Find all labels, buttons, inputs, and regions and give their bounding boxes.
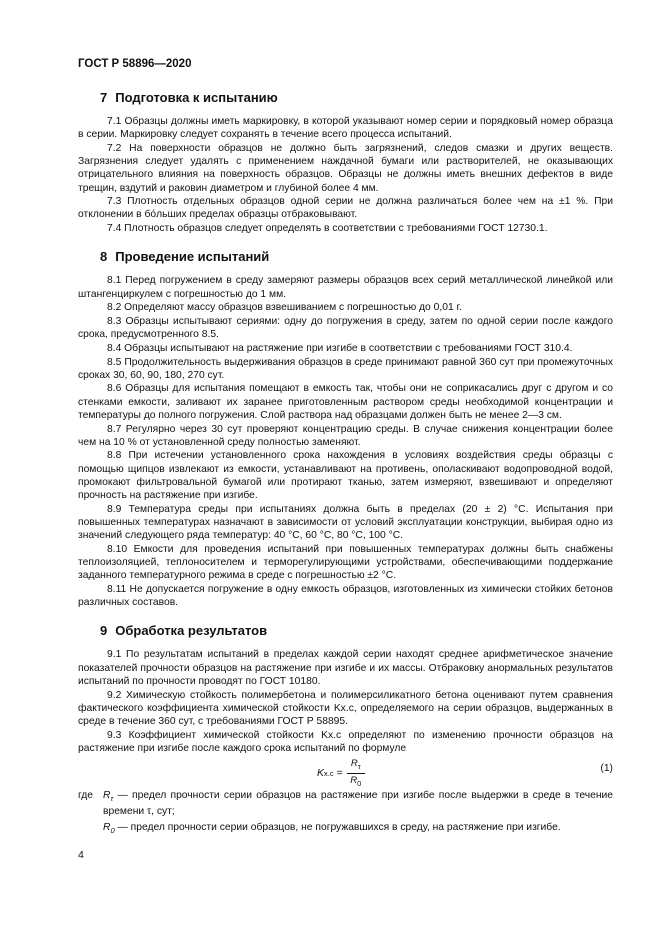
equation-number: (1) [600, 763, 613, 775]
section-7 [78, 90, 613, 235]
paragraph: 8.2 Определяют массу образцов взвешиванием с погрешностью до 0,01 г. [107, 302, 462, 314]
paragraph: 7.4 Плотность образцов следует определять в соответствии с требованиями ГОСТ 12730.1. [107, 223, 548, 235]
paragraph: 8.8 При истечении установленного срока нахождения в условиях воздействия среды образцы с помощью щипцов извлекают из емкости, устанавливают на противень, ополаскивают водопроводной водой, промокают фильтровальной бумагой или протирают тканью, затем измеряют, взвешивают и определяют прочность на растяжение при изгибе. [78, 450, 613, 502]
formula-fraction: $\frac{R_\tau}{R_0}$ [347, 758, 365, 789]
paragraph: 9.2 Химическую стойкость полимербетона и полимерсиликатного бетона оценивают путем сравнения фактического коэффициента химической стойкости Kх.с, определяемого на серии образцов, выдержанных в среде в течение 360 сут, с требованиями ГОСТ Р 58895. [78, 689, 613, 727]
paragraph: 7.3 Плотность отдельных образцов одной серии не должна различаться более чем на ±1 %. При отклонении в бо́льших пределах образцы отбраковывают. [78, 196, 613, 221]
section-heading: 9 Обработка результатов [100, 623, 268, 639]
formula: K х.с = $\frac{R_\tau}{R_0}$ [317, 758, 365, 789]
paragraph: 9.3 Коэффициент химической стойкости Kх.с определяют по изменению прочности образцов на растяжение при изгибе после каждого срока испытаний по формуле [78, 729, 613, 754]
paragraph: 8.6 Образцы для испытания помещают в емкость так, чтобы они не соприкасались друг с другом и со стенками емкости, заливают их заранее приготовленным раствором среды необходимой концентрации и температуры до полного погружения. Слой раствора над образцами должен быть не менее 2—3 см. [78, 383, 613, 421]
paragraph: 8.11 Не допускается погружение в одну емкость образцов, изготовленных из химически стойких бетонов различных составов. [78, 584, 613, 609]
paragraph: 8.1 Перед погружением в среду замеряют размеры образцов всех серий металлической линейкой или штангенциркулем с погрешностью до 1 мм. [78, 275, 613, 300]
definition: $R_0$ — предел прочности серии образцов, не погружавшихся в среду, на растяжение при изгибе. [103, 822, 561, 836]
paragraph: 8.10 Емкости для проведения испытаний при повышенных температурах должны быть снабжены теплоизоляцией, теплоносителем и терморегулирующими устройствами, обеспечивающими поддержание заданного температурного режима в среде с погрешностью ±2 °С. [78, 543, 613, 582]
where-label: где [78, 790, 94, 802]
paragraph: 8.7 Регулярно через 30 сут проверяют концентрацию среды. В случае снижения концентрации более чем на 10 % от установленной среду полностью заменяют. [78, 423, 613, 448]
page-number: 4 [78, 849, 84, 861]
paragraph: 8.3 Образцы испытывают сериями: одну до погружения в среду, затем по одной серии после каждого срока, предусмотренного 8.5. [78, 315, 613, 341]
section-heading: 7 Подготовка к испытанию [100, 90, 278, 105]
document-header: ГОСТ Р 58896—2020 [78, 58, 192, 70]
paragraph: 8.5 Продолжительность выдерживания образцов в среде принимают равной 360 сут при промежуточных сроках 30, 60, 90, 180, 270 сут. [78, 356, 613, 381]
formula-block [78, 756, 613, 789]
paragraph: 8.4 Образцы испытывают на растяжение при изгибе в соответствии с требованиями ГОСТ 310.4. [107, 342, 573, 354]
paragraph: 8.9 Температура среды при испытаниях должна быть в пределах (20 ± 2) °С. Испытания при повышенных температурах назначают в зависимости от условий эксплуатации конструкции, выбирая одно из значений следующего ряда температур: 40 °С, 60 °С, 80 °С, 100 °С. [78, 503, 613, 542]
symbol-definitions [78, 789, 613, 818]
section-9 [78, 623, 613, 837]
document-body [78, 90, 613, 852]
section-heading: 8 Проведение испытаний [100, 249, 270, 265]
paragraph: 7.1 Образцы должны иметь маркировку, в которой указывают номер серии и порядковый номер образца в серии. Маркировку следует сохранять в течение всего процесса испытаний. [78, 116, 613, 141]
section-8 [78, 249, 613, 609]
paragraph: 9.1 По результатам испытаний в пределах каждой серии находят среднее арифметическое значение показателей прочности образцов на растяжение при изгибе и их массы. Отбраковку анормальных результатов испытаний по прочности проводят по ГОСТ 10180. [78, 649, 613, 687]
paragraph: 7.2 На поверхности образцов не должно быть загрязнений, следов смазки и других веществ. Загрязнения следует удалять с применением наждачной бумаги или растворителей, не оказывающих отрицательного влияния на поверхность образцов. Образцы не должны иметь внешних дефектов в виде трещин, вздутий и раковин диаметром и глубиной более 4 мм. [78, 142, 613, 194]
definition: $R_\tau$ — предел прочности серии образцов на растяжение при изгибе после выдержки в среде в течение времени τ, сут; [103, 790, 613, 818]
